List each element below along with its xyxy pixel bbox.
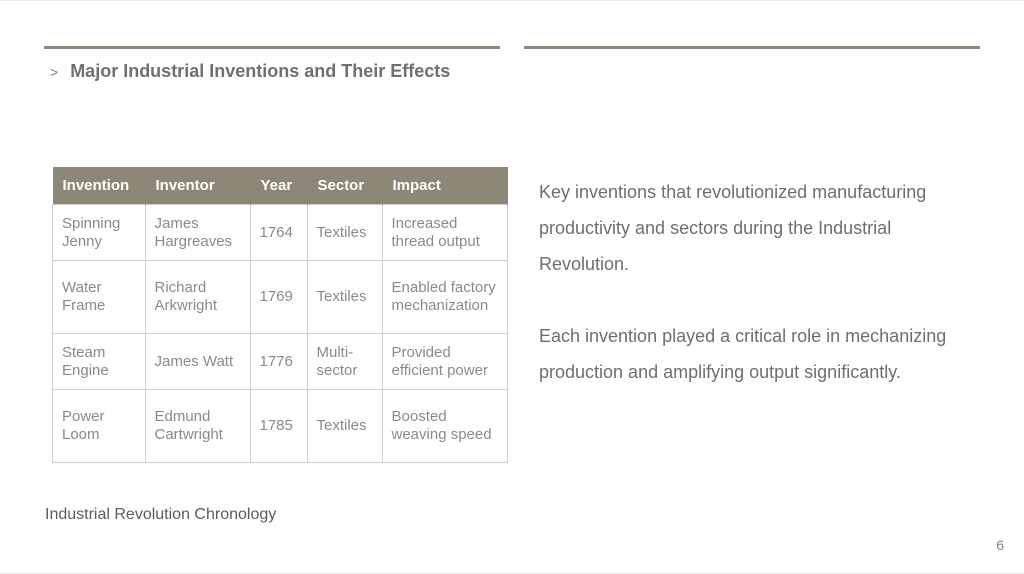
cell-invention: Steam Engine	[53, 334, 146, 390]
table-row	[53, 205, 508, 261]
cell-impact: Boosted weaving speed	[382, 390, 507, 463]
table-header-row	[53, 167, 508, 205]
cell-sector: Textiles	[307, 390, 382, 463]
cell-invention: Spinning Jenny	[53, 205, 146, 261]
page-number: 6	[996, 537, 1004, 553]
cell-invention: Power Loom	[53, 390, 146, 463]
title-row	[50, 61, 450, 82]
chevron-right-icon: >	[50, 64, 59, 80]
cell-impact: Increased thread output	[382, 205, 507, 261]
cell-year: 1764	[250, 205, 307, 261]
header-rule-left	[44, 46, 500, 49]
cell-sector: Multi-sector	[307, 334, 382, 390]
cell-year: 1785	[250, 390, 307, 463]
column-header-year: Year	[250, 167, 307, 205]
cell-year: 1776	[250, 334, 307, 390]
column-header-sector: Sector	[307, 167, 382, 205]
column-header-invention: Invention	[53, 167, 146, 205]
cell-inventor: James Watt	[145, 334, 250, 390]
cell-inventor: James Hargreaves	[145, 205, 250, 261]
cell-impact: Enabled factory mechanization	[382, 261, 507, 334]
cell-year: 1769	[250, 261, 307, 334]
cell-sector: Textiles	[307, 205, 382, 261]
cell-invention: Water Frame	[53, 261, 146, 334]
description	[539, 174, 979, 426]
description-paragraph: Each invention played a critical role in mechanizing production and amplifying output significantly.	[539, 326, 947, 382]
cell-sector: Textiles	[307, 261, 382, 334]
description-paragraph: Key inventions that revolutionized manufacturing productivity and sectors during the Industrial Revolution.	[539, 182, 927, 274]
inventions-table	[52, 167, 508, 463]
table-row	[53, 261, 508, 334]
table-row	[53, 334, 508, 390]
footer-text: Industrial Revolution Chronology	[45, 506, 277, 523]
cell-inventor: Richard Arkwright	[145, 261, 250, 334]
slide-title: Major Industrial Inventions and Their Effects	[70, 61, 451, 81]
cell-inventor: Edmund Cartwright	[145, 390, 250, 463]
table-row	[53, 390, 508, 463]
column-header-inventor: Inventor	[145, 167, 250, 205]
header-rule-right	[524, 46, 980, 49]
column-header-impact: Impact	[382, 167, 507, 205]
cell-impact: Provided efficient power	[382, 334, 507, 390]
